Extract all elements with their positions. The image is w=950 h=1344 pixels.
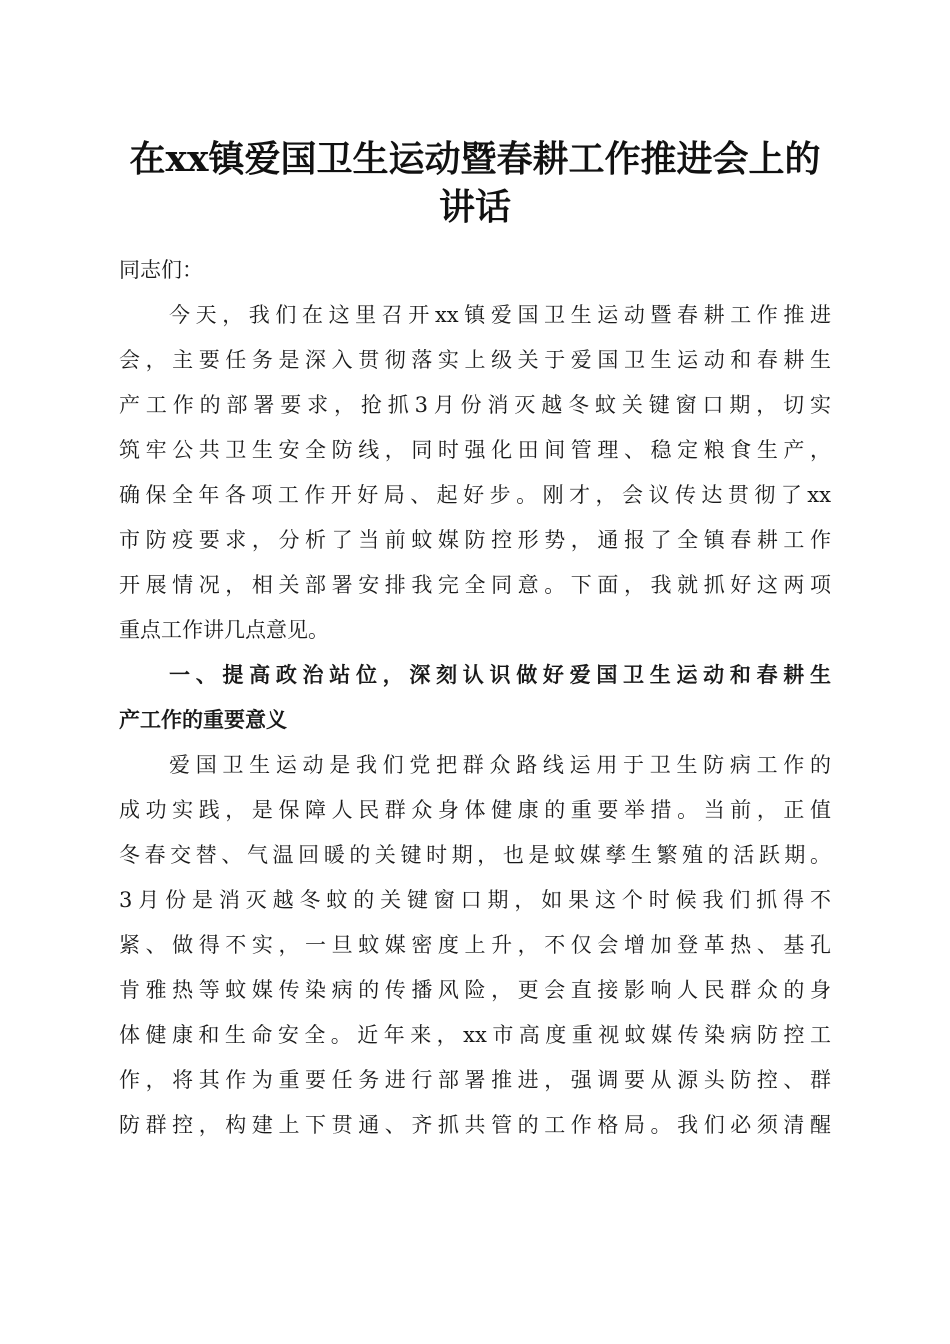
paragraph-line: 产工作的部署要求，抢抓3月份消灭越冬蚊关键窗口期，切实 [119, 393, 831, 417]
paragraph-line: 作，将其作为重要任务进行部署推进，强调要从源头防控、群 [119, 1068, 831, 1092]
paragraph-line: 爱国卫生运动是我们党把群众路线运用于卫生防病工作的 [169, 753, 831, 777]
paragraph-line: 成功实践，是保障人民群众身体健康的重要举措。当前，正值 [119, 798, 831, 822]
salutation: 同志们： [119, 258, 203, 282]
title-line: 讲话 [438, 186, 511, 228]
paragraph-line: 3月份是消灭越冬蚊的关键窗口期，如果这个时候我们抓得不 [119, 888, 831, 912]
paragraph-line: 重点工作讲几点意见。 [119, 618, 329, 642]
paragraph-line: 开展情况，相关部署安排我完全同意。下面，我就抓好这两项 [119, 573, 831, 597]
paragraph-line: 冬春交替、气温回暖的关键时期，也是蚊媒孳生繁殖的活跃期。 [119, 843, 831, 867]
section-heading: 产工作的重要意义 [119, 708, 287, 732]
document-body [119, 248, 831, 1148]
paragraph-line: 防群控，构建上下贯通、齐抓共管的工作格局。我们必须清醒 [119, 1113, 831, 1137]
document-title [100, 135, 850, 231]
paragraph-line: 肯雅热等蚊媒传染病的传播风险，更会直接影响人民群众的身 [119, 978, 831, 1002]
section-heading: 一、提高政治站位，深刻认识做好爱国卫生运动和春耕生 [169, 663, 831, 687]
paragraph-line: 筑牢公共卫生安全防线，同时强化田间管理、稳定粮食生产， [119, 438, 831, 462]
paragraph-line: 市防疫要求，分析了当前蚊媒防控形势，通报了全镇春耕工作 [119, 528, 831, 552]
paragraph-line: 今天，我们在这里召开xx镇爱国卫生运动暨春耕工作推进 [169, 303, 831, 327]
paragraph-line: 确保全年各项工作开好局、起好步。刚才，会议传达贯彻了xx [119, 483, 831, 507]
paragraph-line: 紧、做得不实，一旦蚊媒密度上升，不仅会增加登革热、基孔 [119, 933, 831, 957]
paragraph-line: 会，主要任务是深入贯彻落实上级关于爱国卫生运动和春耕生 [119, 348, 831, 372]
title-line: 在xx镇爱国卫生运动暨春耕工作推进会上的 [129, 138, 821, 180]
paragraph-line: 体健康和生命安全。近年来，xx市高度重视蚊媒传染病防控工 [119, 1023, 831, 1047]
